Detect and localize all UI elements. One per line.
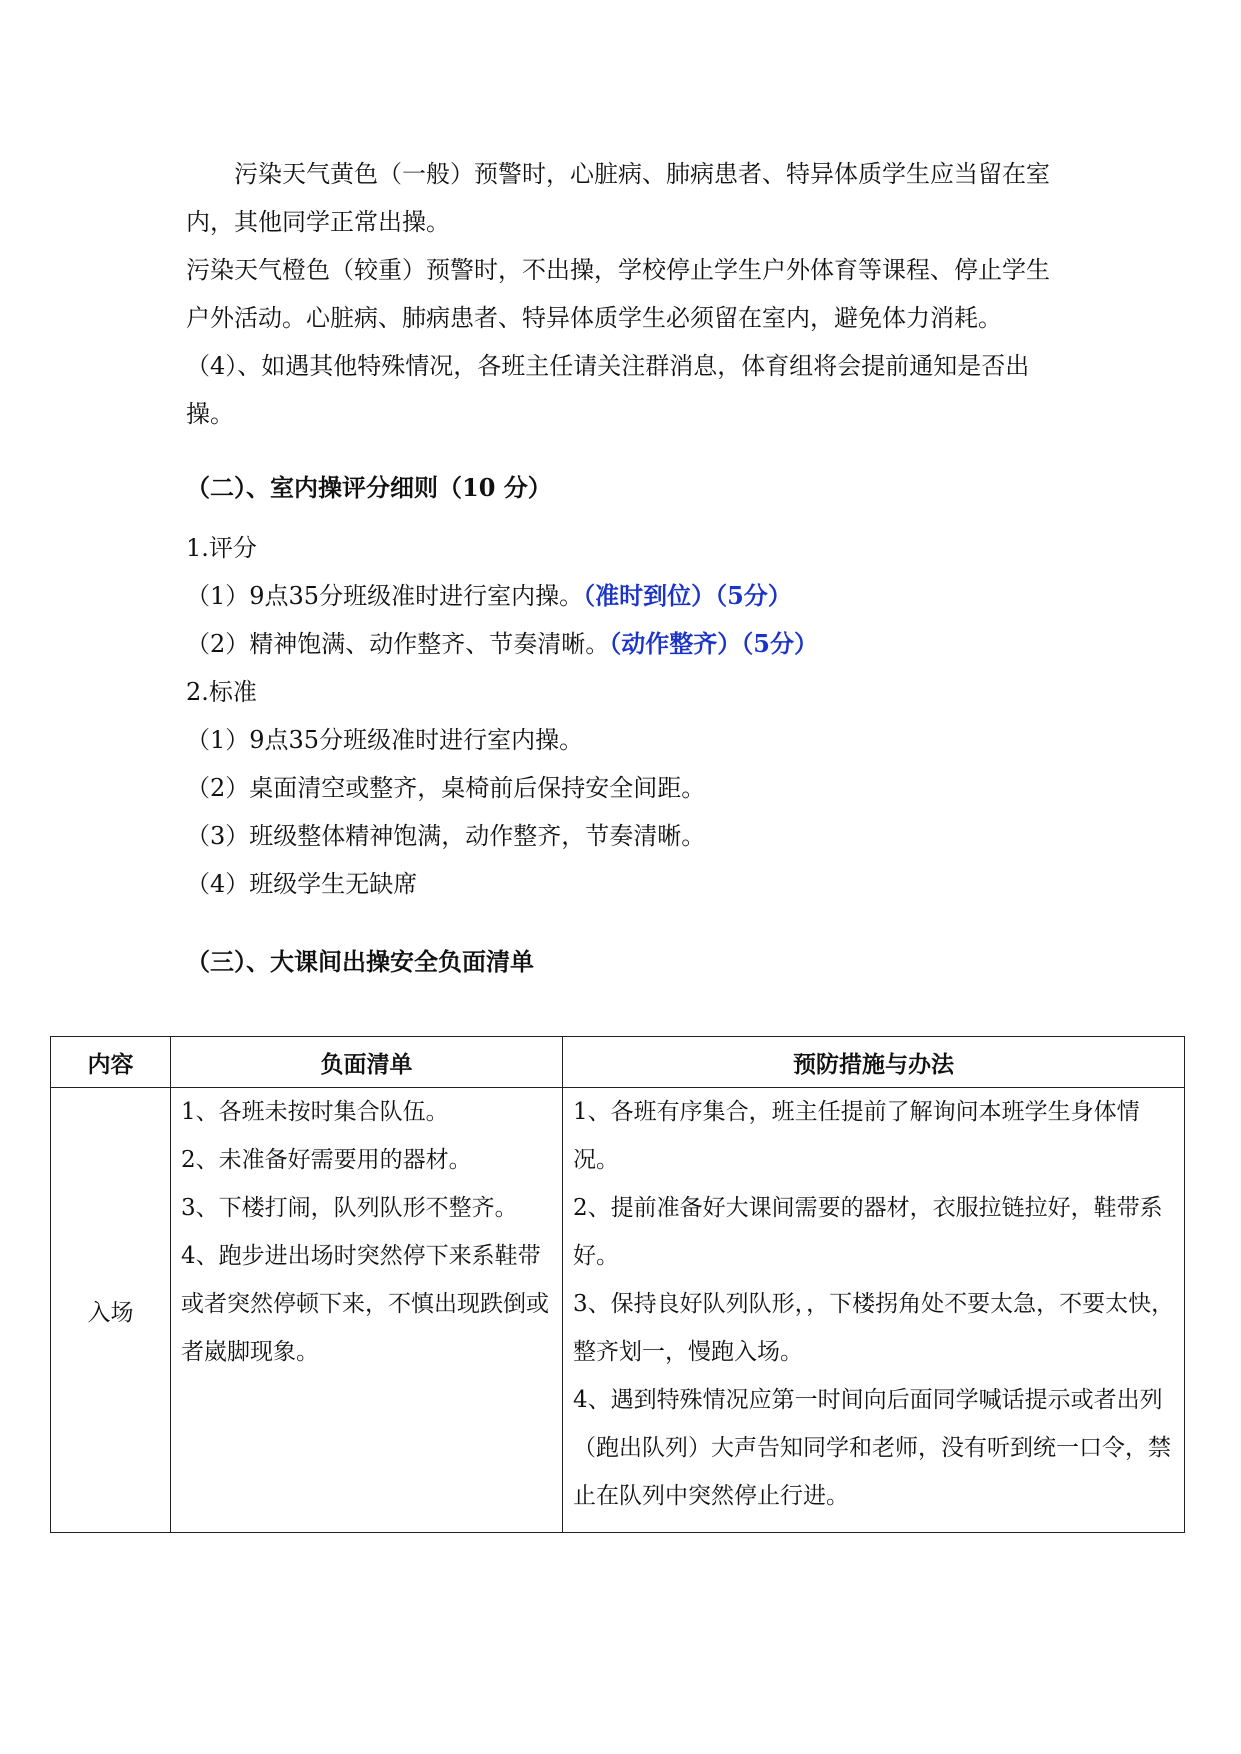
scoring-item-tag: （动作整齐）（5分） xyxy=(609,629,818,658)
table-row xyxy=(51,1088,1185,1533)
negative-item: 4、跑步进出场时突然停下来系鞋带或者突然停顿下来，不慎出现跌倒或者崴脚现象。 xyxy=(181,1243,549,1365)
scoring-item-text: （1）9点35分班级准时进行室内操。 xyxy=(186,582,584,610)
standard-item: （1）9点35分班级准时进行室内操。 xyxy=(186,726,584,754)
measure-item: 2、提前准备好大课间需要的器材，衣服拉链拉好，鞋带系好。 xyxy=(573,1195,1163,1269)
scoring-item xyxy=(186,626,818,662)
negatives-cell xyxy=(171,1088,563,1533)
scoring-title: 1.评分 xyxy=(186,534,257,562)
standard-item: （4）班级学生无缺席 xyxy=(186,870,418,898)
scoring-item-tag: （准时到位）（5分） xyxy=(583,581,792,610)
safety-negative-list-table xyxy=(50,1036,1185,1533)
scoring-item-text: （2）精神饱满、动作整齐、节奏清晰。 xyxy=(186,630,610,658)
measures-cell xyxy=(563,1088,1185,1533)
negative-item: 1、各班未按时集合队伍。 xyxy=(181,1099,449,1125)
standard-item: （3）班级整体精神饱满，动作整齐，节奏清晰。 xyxy=(186,822,706,850)
section-heading-negative-list: （三）、大课间出操安全负面清单 xyxy=(186,947,534,976)
column-header-negatives: 负面清单 xyxy=(171,1037,563,1088)
standard-item: （2）桌面清空或整齐，桌椅前后保持安全间距。 xyxy=(186,774,706,802)
negative-item: 2、未准备好需要用的器材。 xyxy=(181,1147,472,1173)
standard-title: 2.标准 xyxy=(186,678,257,706)
yellow-alert-paragraph: 污染天气黄色（一般）预警时，心脏病、肺病患者、特异体质学生应当留在室内，其他同学正常出操。 xyxy=(186,160,1050,236)
column-header-content: 内容 xyxy=(51,1037,171,1088)
measure-item: 1、各班有序集合，班主任提前了解询问本班学生身体情况。 xyxy=(573,1099,1140,1173)
section-heading-indoor-scoring: （二）、室内操评分细则（10 分） xyxy=(186,473,552,502)
negative-item: 3、下楼打闹，队列队形不整齐。 xyxy=(181,1195,518,1221)
table-header-row xyxy=(51,1037,1185,1088)
special-case-paragraph: （4）、如遇其他特殊情况，各班主任请关注群消息，体育组将会提前通知是否出操。 xyxy=(186,352,1030,428)
scoring-item xyxy=(186,578,792,614)
orange-alert-paragraph: 污染天气橙色（较重）预警时，不出操，学校停止学生户外体育等课程、停止学生户外活动。心脏病、肺病患者、特异体质学生必须留在室内，避免体力消耗。 xyxy=(186,256,1050,332)
measure-item: 4、遇到特殊情况应第一时间向后面同学喊话提示或者出列（跑出队列）大声告知同学和老师，没有听到统一口令，禁止在队列中突然停止行进。 xyxy=(573,1387,1171,1509)
measure-item: 3、保持良好队列队形，，下楼拐角处不要太急，不要太快，整齐划一，慢跑入场。 xyxy=(573,1291,1175,1365)
column-header-measures: 预防措施与办法 xyxy=(563,1037,1185,1088)
phase-cell: 入场 xyxy=(51,1088,171,1533)
